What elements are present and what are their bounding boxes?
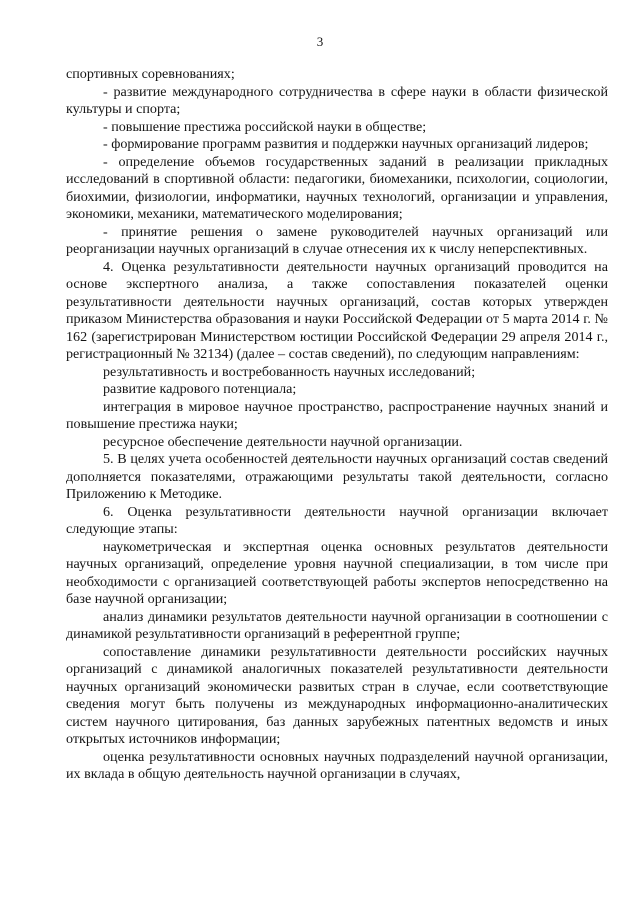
- page-number: 3: [316, 34, 324, 49]
- paragraph: оценка результативности основных научных подразделений научной организации, их вклада в общую деятельность научной организации в случаях,: [66, 748, 608, 782]
- paragraph: анализ динамики результатов деятельности научной организации в соотношении с динамикой результативности организаций в референтной группе;: [66, 608, 608, 642]
- paragraph: наукометрическая и экспертная оценка основных результатов деятельности научных организаций, определение уровня научной специализации, в том числе при необходимости с организацией соответствующей работы экспертов непосредственно на базе научной организации;: [66, 538, 608, 607]
- paragraph: развитие кадрового потенциала;: [103, 381, 297, 397]
- paragraph: - принятие решения о замене руководителей научных организаций или реорганизации научных организаций в случае отнесения их к числу неперспективных.: [66, 223, 608, 257]
- document-body: [66, 66, 608, 784]
- paragraph: результативность и востребованность научных исследований;: [103, 363, 476, 380]
- paragraph: 4. Оценка результативности деятельности научных организаций проводится на основе экспертного анализа, а также сопоставления показателей оценки результативности деятельности научных организаций, состав которых утвержден приказом Министерства образования и науки Российской Федерации от 5 марта 2014 г. № 162 (зарегистрирован Министерством юстиции Российской Федерации 29 апреля 2014 г., регистрационный № 32134) (далее – состав сведений), по следующим направлениям:: [66, 258, 608, 362]
- paragraph: - определение объемов государственных заданий в реализации прикладных исследований в спортивной области: педагогики, биомеханики, психологии, социологии, биохимии, физиологии, информатики, научных технологий, организации и управления, экономики, механики, математического моделирования;: [66, 153, 608, 222]
- paragraph: - развитие международного сотрудничества в сфере науки в области физической культуры и спорта;: [66, 83, 608, 117]
- paragraph: 5. В целях учета особенностей деятельности научных организаций состав сведений дополняется показателями, отражающими результаты такой деятельности, согласно Приложению к Методике.: [66, 451, 608, 502]
- paragraph: ресурсное обеспечение деятельности научной организации.: [103, 433, 463, 450]
- paragraph: - повышение престижа российской науки в обществе;: [103, 118, 427, 135]
- paragraph: сопоставление динамики результативности деятельности российских научных организаций с динамикой аналогичных показателей результативности деятельности научных организаций экономически развитых стран в случае, если соответствующие сведения могут быть получены из международных информационно-аналитических систем научного цитирования, баз данных зарубежных патентных ведомств и иных открытых источников информации;: [66, 643, 608, 747]
- paragraph: 6. Оценка результативности деятельности научной организации включает следующие этапы:: [66, 503, 608, 537]
- paragraph: - формирование программ развития и поддержки научных организаций лидеров;: [103, 136, 589, 152]
- paragraph: спортивных соревнованиях;: [66, 66, 235, 82]
- paragraph: интеграция в мировое научное пространство, распространение научных знаний и повышение престижа науки;: [66, 398, 608, 432]
